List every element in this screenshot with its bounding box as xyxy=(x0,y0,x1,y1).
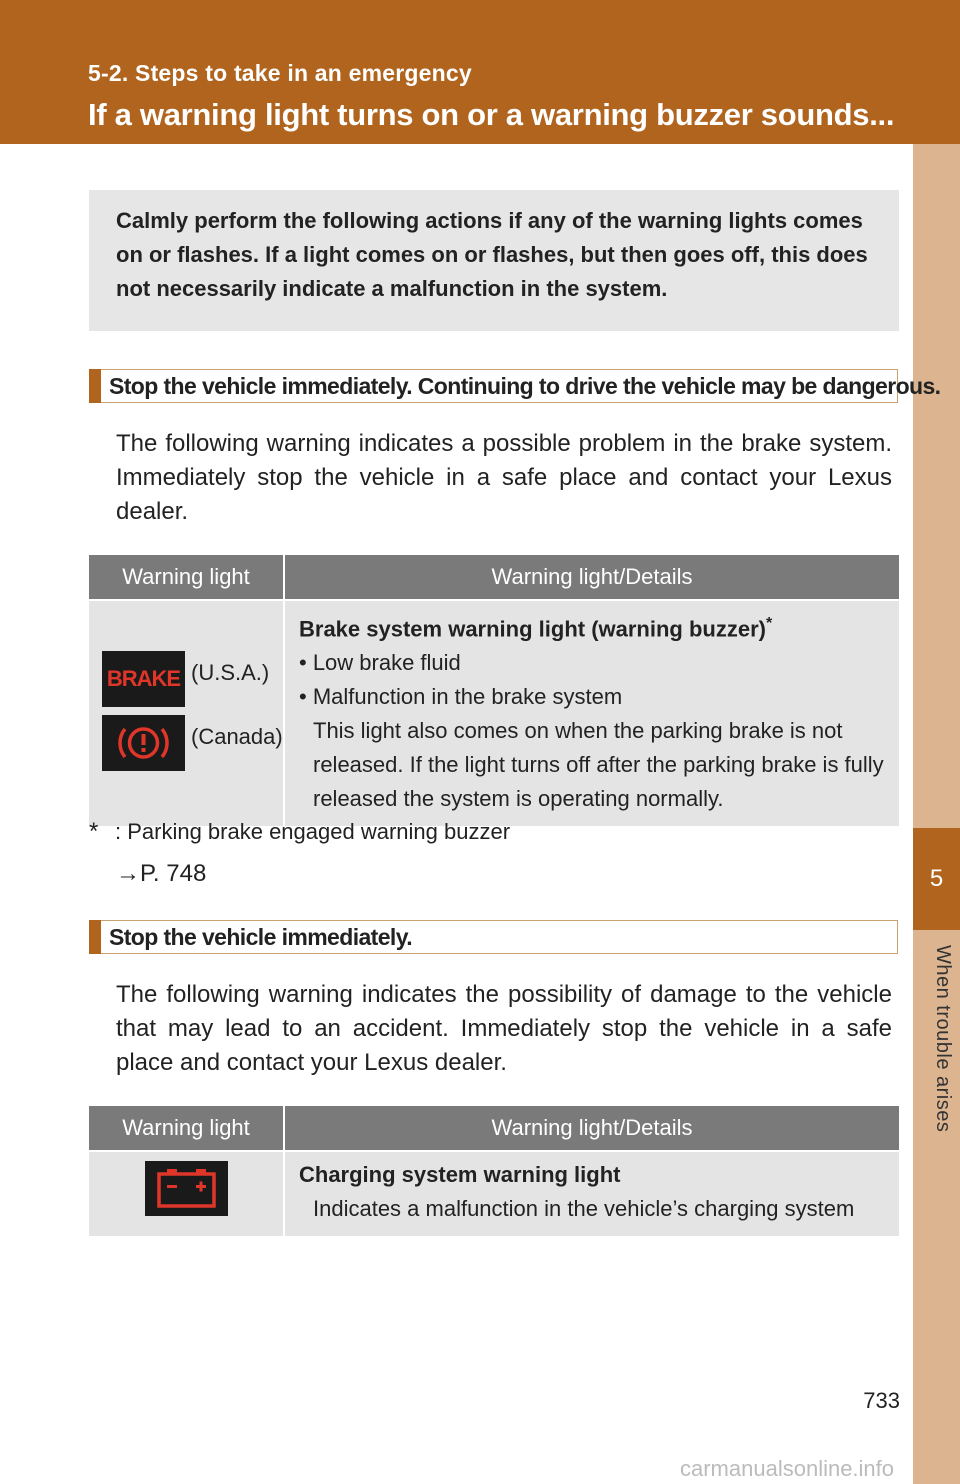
chapter-tab[interactable] xyxy=(913,828,960,930)
section1-heading xyxy=(89,369,941,403)
brake-canada-icon xyxy=(102,715,185,771)
page-title: If a warning light turns on or a warning buzzer sounds... xyxy=(88,97,895,132)
page-header xyxy=(0,0,960,144)
section1-text: The following warning indicates a possible problem in the brake system. Immediately stop the vehicle in a safe place and contact your Lexus dealer. xyxy=(116,430,892,525)
intro-box xyxy=(89,190,899,331)
section2-heading-text: Stop the vehicle immediately. xyxy=(109,924,412,950)
brake-details-cell xyxy=(284,600,899,826)
section2-text: The following warning indicates the possibility of damage to the vehicle that may lead to an accident. Immediately stop the vehicle in a safe place and contact your Lexus dealer. xyxy=(116,981,892,1076)
chapter-number: 5 xyxy=(929,865,944,892)
heading-bar xyxy=(89,920,101,954)
intro-text: Calmly perform the following actions if any of the warning lights comes on or flashes. If a light comes on or flashes, but then goes off, this does not necessarily indicate a malfunction in the system. xyxy=(116,208,868,301)
section1-heading-text: Stop the vehicle immediately. Continuing to drive the vehicle may be dangerous. xyxy=(109,373,941,399)
battery-icon xyxy=(145,1161,228,1216)
charging-title: Charging system warning light xyxy=(299,1162,621,1187)
watermark: carmanualsonline.info xyxy=(680,1456,895,1481)
brake-icon-cell xyxy=(89,600,284,826)
usa-label: (U.S.A.) xyxy=(191,660,270,685)
heading-bar xyxy=(89,369,101,403)
brake-warning-table xyxy=(89,555,899,826)
footnote: * : Parking brake engaged warning buzzer xyxy=(89,818,511,845)
section2-heading xyxy=(89,920,898,954)
page-reference-link[interactable]: →P. 748 xyxy=(116,860,207,887)
table-header-warning-light: Warning light xyxy=(89,555,284,600)
canada-label: (Canada) xyxy=(191,724,283,749)
brake-title: Brake system warning light (warning buzzer)* xyxy=(299,615,773,642)
charging-details-cell xyxy=(284,1151,899,1236)
table-header-warning-light: Warning light xyxy=(89,1106,284,1151)
page-number: 733 xyxy=(863,1388,900,1413)
chapter-label: When trouble arises xyxy=(932,945,954,1133)
charging-desc: Indicates a malfunction in the vehicle’s charging system xyxy=(313,1196,855,1221)
brake-note: This light also comes on when the parking brake is not released. If the light turns off after the parking brake is fully released the system is operating normally. xyxy=(313,718,884,812)
section-title: 5-2. Steps to take in an emergency xyxy=(88,60,472,86)
brake-bullet-1: • Low brake fluid xyxy=(299,650,461,676)
brake-bullet-2: • Malfunction in the brake system xyxy=(299,684,623,710)
table-header-details: Warning light/Details xyxy=(284,1106,899,1151)
table-header-details: Warning light/Details xyxy=(284,555,899,600)
brake-usa-icon: BRAKE xyxy=(102,651,185,707)
side-strip xyxy=(913,144,960,1484)
